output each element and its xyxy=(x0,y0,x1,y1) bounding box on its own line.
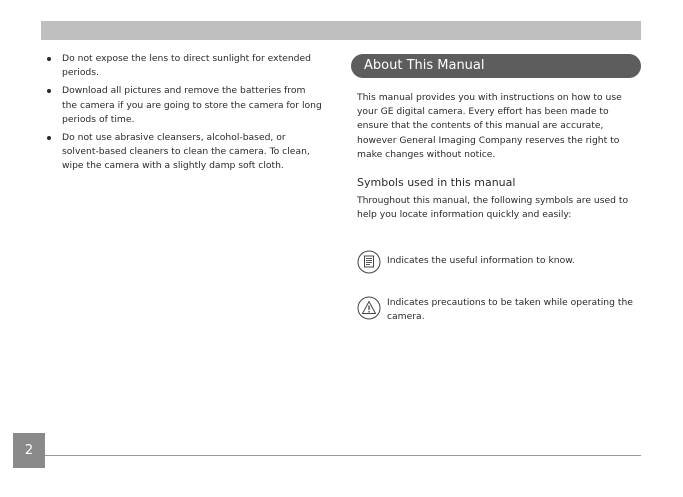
list-item xyxy=(45,131,323,174)
bullet-icon xyxy=(47,89,51,93)
left-column xyxy=(45,52,323,178)
symbol-description: Indicates the useful information to know. xyxy=(387,255,575,266)
list-item xyxy=(45,52,323,80)
footer-divider xyxy=(45,455,641,456)
symbols-heading: Symbols used in this manual xyxy=(357,176,516,190)
list-item-text: Do not expose the lens to direct sunlight for extended periods. xyxy=(62,53,311,79)
symbols-intro: Throughout this manual, the following symbols are used to help you locate information quickly and easily: xyxy=(357,195,629,221)
list-item-text: Do not use abrasive cleansers, alcohol-based, or solvent-based cleaners to clean the camera. To clean, wipe the camera with a slightly damp soft cloth. xyxy=(62,132,310,172)
list-item-text: Download all pictures and remove the batteries from the camera if you are going to store the camera for long periods of time. xyxy=(62,85,322,125)
list-item xyxy=(45,84,323,127)
note-icon xyxy=(357,250,381,274)
bullet-icon xyxy=(47,57,51,61)
page-number: 2 xyxy=(13,433,45,468)
bullet-icon xyxy=(47,136,51,140)
precautions-list xyxy=(45,52,323,174)
symbol-description: Indicates precautions to be taken while operating the camera. xyxy=(387,297,633,323)
intro-paragraph: This manual provides you with instructions on how to use your GE digital camera. Every effort has been made to ensure that the contents of this manual are accurate, however General Imaging Company reserves the right to make changes without notice. xyxy=(357,92,622,160)
section-title: About This Manual xyxy=(351,54,641,78)
header-bar xyxy=(41,21,641,40)
warning-icon xyxy=(357,296,381,320)
right-column xyxy=(351,54,641,222)
